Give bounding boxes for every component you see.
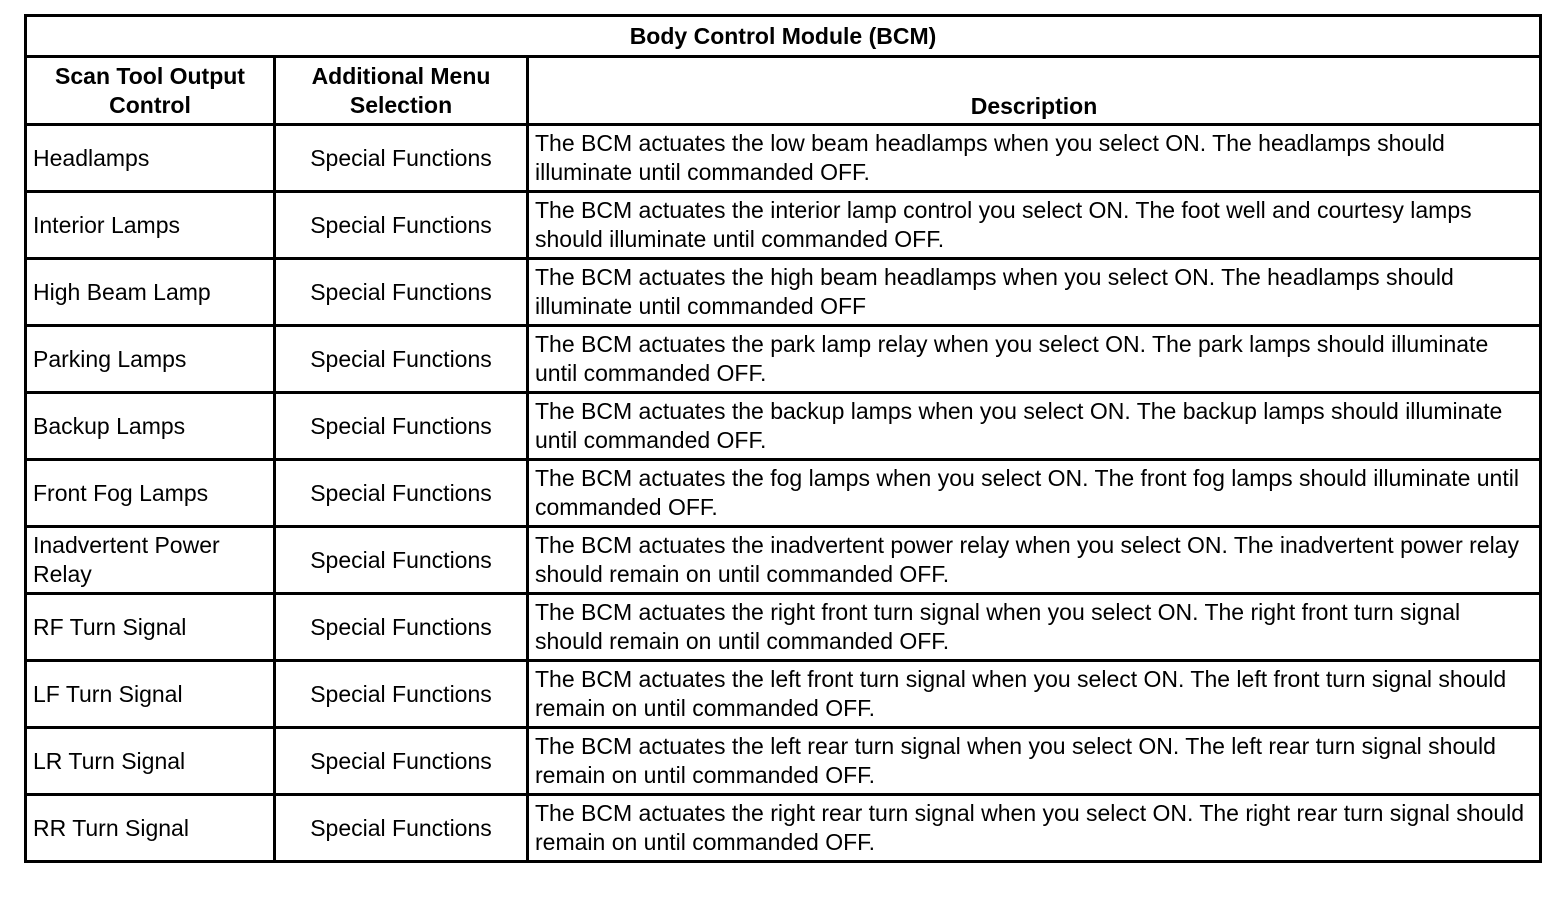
output-control-cell: High Beam Lamp — [26, 259, 275, 326]
output-control-cell: LF Turn Signal — [26, 661, 275, 728]
menu-selection-cell: Special Functions — [275, 527, 528, 594]
table-row — [26, 527, 1541, 594]
table-title-row — [26, 16, 1541, 57]
table-row — [26, 393, 1541, 460]
description-cell: The BCM actuates the inadvertent power relay when you select ON. The inadvertent power relay should remain on until commanded OFF. — [528, 527, 1541, 594]
table-row — [26, 326, 1541, 393]
menu-selection-cell: Special Functions — [275, 326, 528, 393]
menu-selection-cell: Special Functions — [275, 460, 528, 527]
table-row — [26, 259, 1541, 326]
description-cell: The BCM actuates the park lamp relay when you select ON. The park lamps should illuminate until commanded OFF. — [528, 326, 1541, 393]
description-cell: The BCM actuates the left rear turn signal when you select ON. The left rear turn signal should remain on until commanded OFF. — [528, 728, 1541, 795]
bcm-output-control-table — [24, 14, 1542, 863]
menu-selection-cell: Special Functions — [275, 661, 528, 728]
header-additional-menu-selection: Additional Menu Selection — [275, 57, 528, 125]
table-row — [26, 728, 1541, 795]
description-cell: The BCM actuates the interior lamp control you select ON. The foot well and courtesy lamps should illuminate until commanded OFF. — [528, 192, 1541, 259]
menu-selection-cell: Special Functions — [275, 594, 528, 661]
table-title: Body Control Module (BCM) — [26, 16, 1541, 57]
table-row — [26, 795, 1541, 862]
menu-selection-cell: Special Functions — [275, 192, 528, 259]
menu-selection-cell: Special Functions — [275, 259, 528, 326]
output-control-cell: Headlamps — [26, 125, 275, 192]
output-control-cell: RR Turn Signal — [26, 795, 275, 862]
output-control-cell: Front Fog Lamps — [26, 460, 275, 527]
header-description: Description — [528, 57, 1541, 125]
description-cell: The BCM actuates the fog lamps when you select ON. The front fog lamps should illuminate until commanded OFF. — [528, 460, 1541, 527]
table-row — [26, 594, 1541, 661]
menu-selection-cell: Special Functions — [275, 795, 528, 862]
table-row — [26, 661, 1541, 728]
description-cell: The BCM actuates the right front turn signal when you select ON. The right front turn signal should remain on until commanded OFF. — [528, 594, 1541, 661]
output-control-cell: Inadvertent Power Relay — [26, 527, 275, 594]
description-cell: The BCM actuates the right rear turn signal when you select ON. The right rear turn signal should remain on until commanded OFF. — [528, 795, 1541, 862]
output-control-cell: RF Turn Signal — [26, 594, 275, 661]
output-control-cell: Backup Lamps — [26, 393, 275, 460]
header-scan-tool-output-control: Scan Tool Output Control — [26, 57, 275, 125]
table-row — [26, 460, 1541, 527]
output-control-cell: Parking Lamps — [26, 326, 275, 393]
menu-selection-cell: Special Functions — [275, 728, 528, 795]
description-cell: The BCM actuates the high beam headlamps when you select ON. The headlamps should illuminate until commanded OFF — [528, 259, 1541, 326]
output-control-cell: Interior Lamps — [26, 192, 275, 259]
description-cell: The BCM actuates the left front turn signal when you select ON. The left front turn signal should remain on until commanded OFF. — [528, 661, 1541, 728]
menu-selection-cell: Special Functions — [275, 393, 528, 460]
table-header-row — [26, 57, 1541, 125]
menu-selection-cell: Special Functions — [275, 125, 528, 192]
table-row — [26, 125, 1541, 192]
output-control-cell: LR Turn Signal — [26, 728, 275, 795]
description-cell: The BCM actuates the backup lamps when you select ON. The backup lamps should illuminate until commanded OFF. — [528, 393, 1541, 460]
description-cell: The BCM actuates the low beam headlamps when you select ON. The headlamps should illuminate until commanded OFF. — [528, 125, 1541, 192]
table-row — [26, 192, 1541, 259]
